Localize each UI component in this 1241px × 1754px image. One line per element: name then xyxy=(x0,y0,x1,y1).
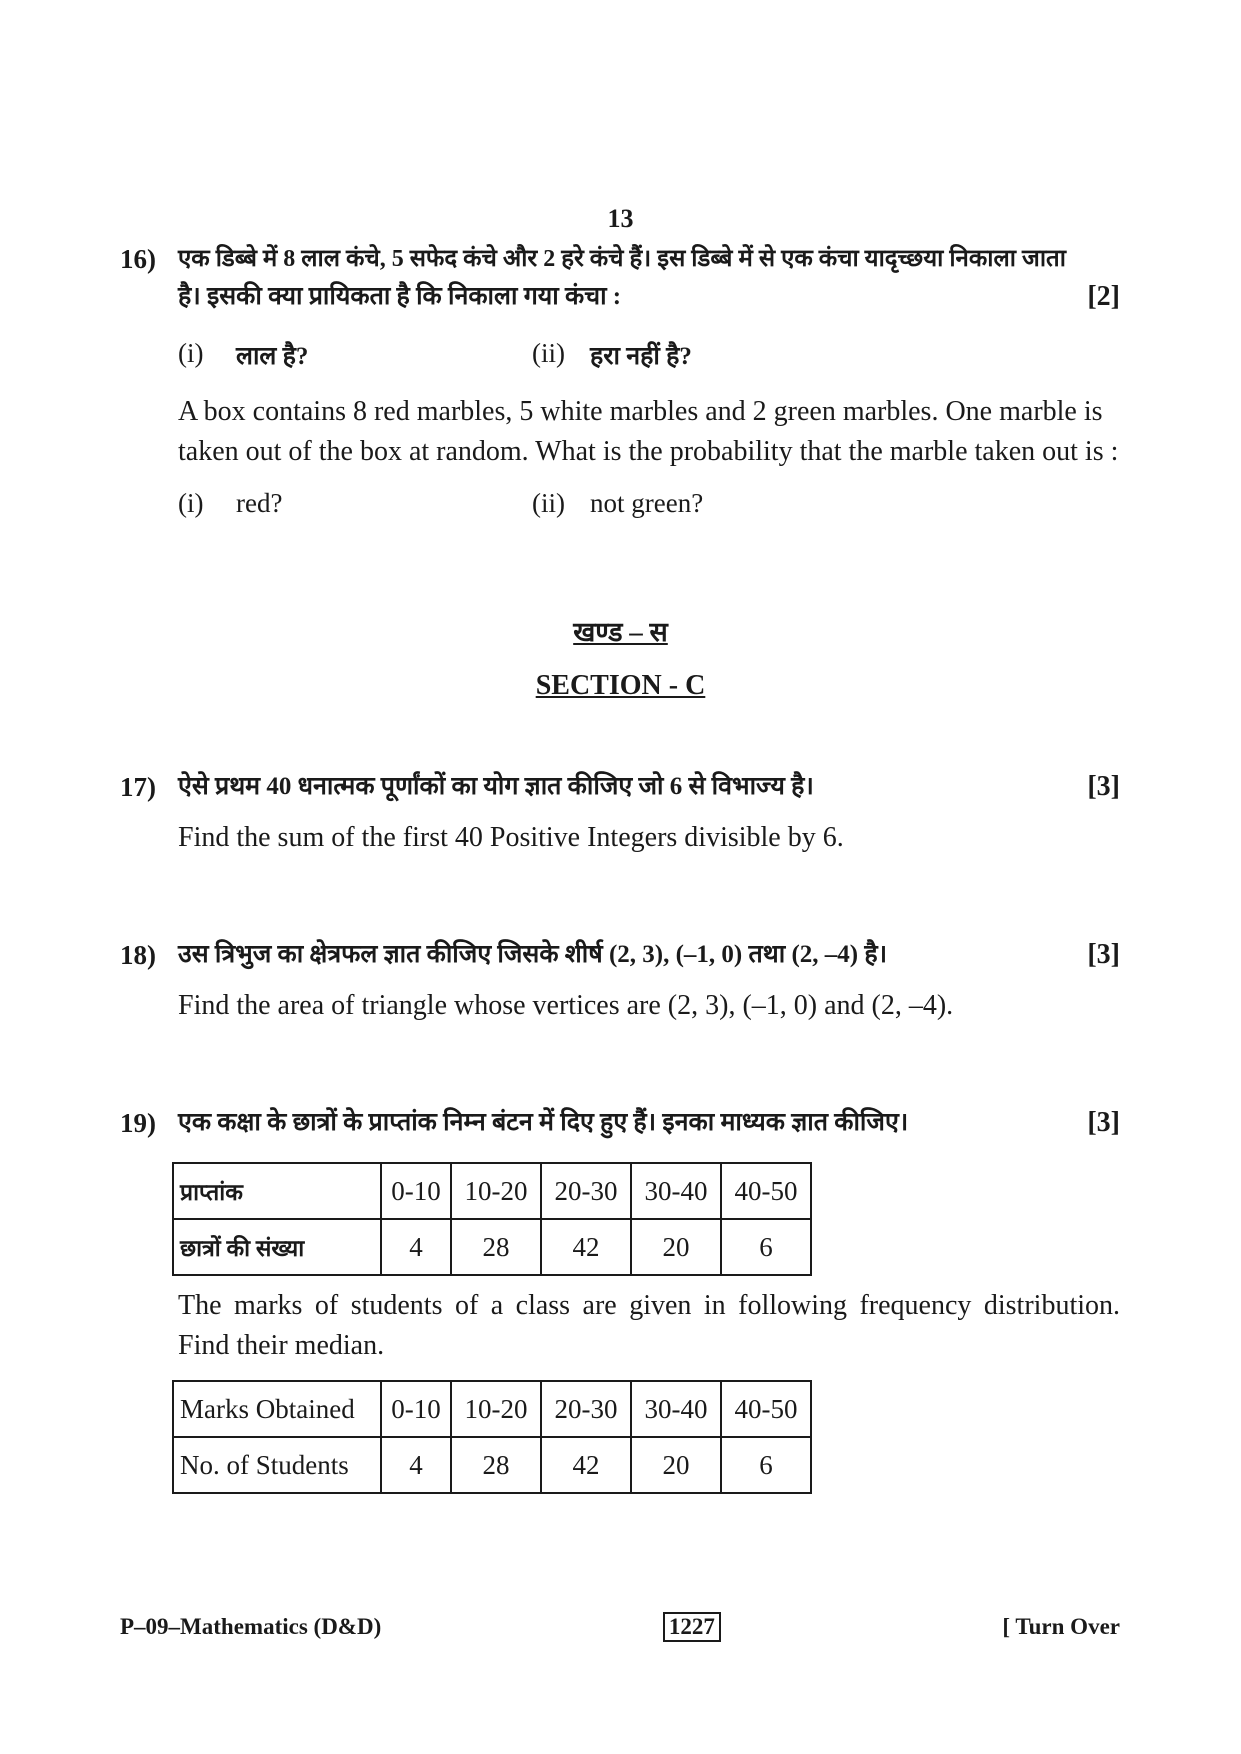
option-label: (i) xyxy=(178,338,204,368)
question-english-line-2: taken out of the box at random. What is the probability that the marble taken out is : xyxy=(178,436,1119,467)
table-cell: 40-50 xyxy=(721,1163,811,1219)
table-cell: 20-30 xyxy=(541,1163,631,1219)
table-row xyxy=(173,1381,811,1437)
question-marks: [3] xyxy=(1087,1107,1120,1138)
question-18 xyxy=(120,936,1120,1026)
option-text: हरा नहीं है? xyxy=(590,343,692,370)
section-heading-hindi xyxy=(0,612,1241,649)
table-row xyxy=(173,1437,811,1493)
table-cell: 6 xyxy=(721,1437,811,1493)
english-options xyxy=(178,488,1120,519)
question-english xyxy=(178,1286,1120,1366)
table-cell: 20-30 xyxy=(541,1381,631,1437)
table-cell: 42 xyxy=(541,1219,631,1275)
paper-code: P–09–Mathematics (D&D) xyxy=(120,1614,382,1639)
booklet-code: 1227 xyxy=(663,1612,721,1642)
table-cell: 4 xyxy=(381,1219,451,1275)
question-hindi: ऐसे प्रथम 40 धनात्मक पूर्णांकों का योग ज्ञात कीजिए जो 6 से विभाज्य है। xyxy=(178,773,814,800)
question-hindi: उस त्रिभुज का क्षेत्रफल ज्ञात कीजिए जिसके शीर्ष (2, 3), (–1, 0) तथा (2, –4) है। xyxy=(178,941,888,968)
question-english-line-1: A box contains 8 red marbles, 5 white marbles and 2 green marbles. One marble is xyxy=(178,396,1103,427)
frequency-table-hindi xyxy=(172,1162,812,1276)
question-hindi-line-2: है। इसकी क्या प्रायिकता है कि निकाला गया कंचा : xyxy=(178,283,622,310)
option-ii xyxy=(532,488,703,519)
question-number: 18) xyxy=(120,940,156,970)
table-cell: 20 xyxy=(631,1437,721,1493)
question-marks: [3] xyxy=(1087,939,1120,970)
table-cell: प्राप्तांक xyxy=(173,1163,381,1219)
table-row xyxy=(173,1163,811,1219)
option-ii xyxy=(532,338,692,372)
question-english xyxy=(178,392,1120,472)
question-number: 17) xyxy=(120,772,156,802)
page-footer xyxy=(120,1612,1120,1642)
question-marks: [3] xyxy=(1087,771,1120,802)
hindi-options xyxy=(178,338,1120,372)
option-label: (i) xyxy=(178,488,204,518)
table-cell: छात्रों की संख्या xyxy=(173,1219,381,1275)
table-cell: 0-10 xyxy=(381,1381,451,1437)
table-cell: 10-20 xyxy=(451,1163,541,1219)
table-row xyxy=(173,1219,811,1275)
table-cell: 20 xyxy=(631,1219,721,1275)
question-english-line-2: Find their median. xyxy=(178,1330,385,1361)
section-heading-hindi-text: खण्ड – स xyxy=(573,617,668,647)
frequency-table-english xyxy=(172,1380,812,1494)
question-english: Find the sum of the first 40 Positive Integers divisible by 6. xyxy=(178,822,844,853)
option-label: (ii) xyxy=(532,488,565,518)
table-cell: 42 xyxy=(541,1437,631,1493)
turn-over-note: [ Turn Over xyxy=(1002,1614,1120,1639)
table-cell: 30-40 xyxy=(631,1381,721,1437)
table-cell: 28 xyxy=(451,1219,541,1275)
question-number: 19) xyxy=(120,1108,156,1138)
question-16 xyxy=(120,240,1120,519)
option-label: (ii) xyxy=(532,338,565,368)
table-cell: 10-20 xyxy=(451,1381,541,1437)
table-cell: 30-40 xyxy=(631,1163,721,1219)
question-number: 16) xyxy=(120,244,156,274)
option-text: not green? xyxy=(590,488,704,518)
question-19 xyxy=(120,1104,1120,1494)
section-heading-english xyxy=(0,670,1241,702)
table-cell: 4 xyxy=(381,1437,451,1493)
option-text: red? xyxy=(236,488,283,518)
table-cell: No. of Students xyxy=(173,1437,381,1493)
table-cell: Marks Obtained xyxy=(173,1381,381,1437)
table-cell: 40-50 xyxy=(721,1381,811,1437)
question-hindi: एक कक्षा के छात्रों के प्राप्तांक निम्न बंटन में दिए हुए हैं। इनका माध्यक ज्ञात कीजिए। xyxy=(178,1109,909,1136)
section-heading-english-text: SECTION - C xyxy=(535,670,706,701)
option-text: लाल है? xyxy=(236,343,309,370)
question-english-line-1: The marks of students of a class are given in following frequency distribution. xyxy=(178,1290,1120,1321)
table-cell: 6 xyxy=(721,1219,811,1275)
question-17 xyxy=(120,768,1120,858)
table-cell: 0-10 xyxy=(381,1163,451,1219)
option-i xyxy=(178,338,532,372)
page-number: 13 xyxy=(607,204,634,233)
option-i xyxy=(178,488,532,519)
table-cell: 28 xyxy=(451,1437,541,1493)
question-marks: [2] xyxy=(1087,281,1120,312)
question-english: Find the area of triangle whose vertices are (2, 3), (–1, 0) and (2, –4). xyxy=(178,990,954,1021)
question-hindi-line-1: एक डिब्बे में 8 लाल कंचे, 5 सफेद कंचे और 2 हरे कंचे हैं। इस डिब्बे में से एक कंचा यादृच्छया निकाला जाता xyxy=(178,246,1066,272)
